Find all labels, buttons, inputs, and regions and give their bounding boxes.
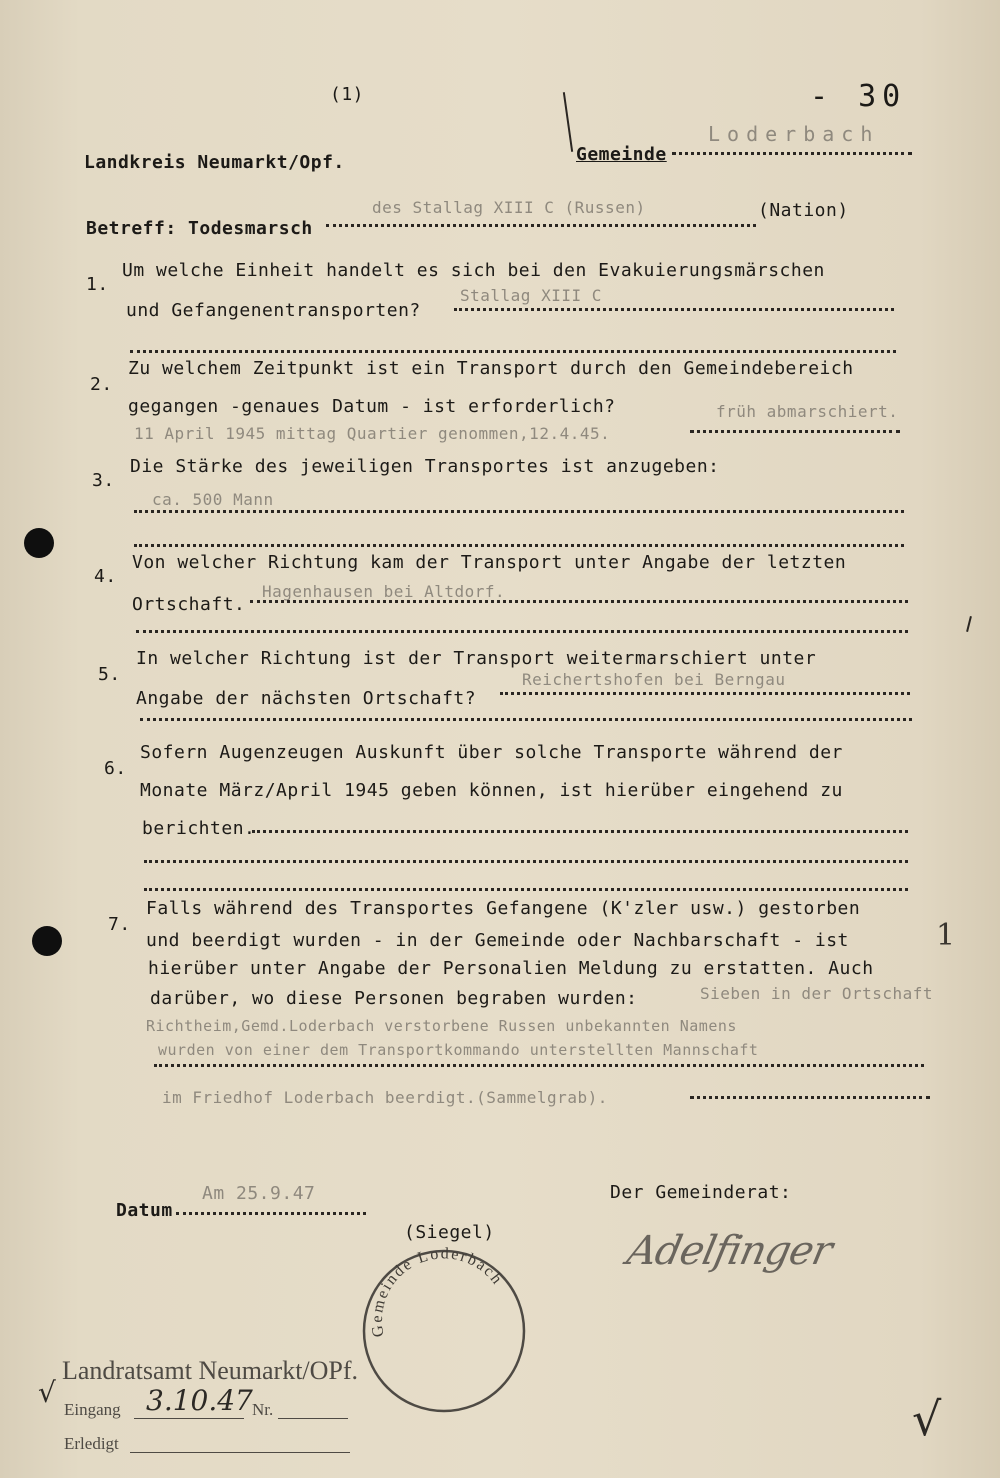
question-number: 5. (98, 664, 121, 685)
margin-stroke (563, 92, 573, 152)
question-number: 1. (86, 274, 109, 295)
date-dotted-line (176, 1212, 366, 1215)
answer-text: im Friedhof Loderbach beerdigt.(Sammelgrab). (162, 1088, 608, 1107)
question-number: 7. (108, 914, 131, 935)
question-number: 4. (94, 566, 117, 587)
answer-dotted-line (454, 308, 894, 311)
answer-text: ca. 500 Mann (152, 490, 274, 509)
check-mark: √ (912, 1392, 942, 1446)
question-line: Monate März/April 1945 geben können, ist hierüber eingehend zu (140, 780, 843, 801)
signature: Adelfinger (623, 1228, 836, 1274)
svg-text:Gemeinde Loderbach (369, 1245, 506, 1338)
answer-dotted-line (690, 1096, 930, 1099)
question-line: gegangen -genaues Datum - ist erforderlich? (128, 396, 616, 417)
subject-value: des Stallag XIII C (Russen) (372, 198, 646, 217)
answer-text: wurden von einer dem Transportkommando unterstellten Mannschaft (158, 1041, 759, 1059)
answer-dotted-line (252, 830, 908, 833)
answer-dotted-line (690, 430, 900, 433)
number-line (278, 1418, 348, 1419)
seal-label: (Siegel) (404, 1222, 495, 1243)
answer-dotted-line (140, 718, 912, 721)
question-line: Von welcher Richtung kam der Transport unter Angabe der letzten (132, 552, 847, 573)
question-line: und beerdigt wurden - in der Gemeinde oder Nachbarschaft - ist (146, 930, 849, 951)
municipality-value: Loderbach (708, 122, 880, 146)
answer-text: 11 April 1945 mittag Quartier genommen,12.4.45. (134, 424, 611, 443)
received-date: 3.10.47 (146, 1384, 253, 1417)
received-label: Eingang (64, 1400, 121, 1419)
question-line: darüber, wo diese Personen begraben wurden: (150, 988, 638, 1009)
question-line: In welcher Richtung ist der Transport weitermarschiert unter (136, 648, 817, 669)
answer-text: Hagenhausen bei Altdorf. (262, 582, 506, 601)
margin-mark: √ (38, 1376, 56, 1409)
subject-label: Betreff: Todesmarsch (86, 218, 313, 239)
answer-dotted-line (130, 350, 896, 353)
date-label: Datum (116, 1200, 173, 1221)
question-line: Angabe der nächsten Ortschaft? (136, 688, 477, 709)
question-line: Die Stärke des jeweiligen Transportes ist anzugeben: (130, 456, 720, 477)
answer-dotted-line (134, 544, 904, 547)
municipality-dotted-line (672, 152, 912, 155)
nation-label: (Nation) (758, 200, 849, 221)
answer-text: Sieben in der Ortschaft (700, 984, 934, 1003)
answer-dotted-line (144, 860, 908, 863)
number-label: Nr. (252, 1400, 274, 1419)
question-line: Ortschaft. (132, 594, 246, 615)
seal-text: Gemeinde Loderbach (368, 1245, 507, 1339)
answer-dotted-line (136, 630, 908, 633)
question-line: Sofern Augenzeugen Auskunft über solche Transporte während der (140, 742, 843, 763)
district-title: Landkreis Neumarkt/Opf. (84, 152, 345, 173)
question-number: 2. (90, 374, 113, 395)
office-stamp: Landratsamt Neumarkt/OPf. (62, 1356, 359, 1385)
done-line (130, 1452, 350, 1453)
subject-dotted-line (326, 224, 756, 227)
question-line: Zu welchem Zeitpunkt ist ein Transport durch den Gemeindebereich (128, 358, 854, 379)
question-line: Um welche Einheit handelt es sich bei den Evakuierungsmärschen (122, 260, 825, 281)
answer-text: früh abmarschiert. (716, 402, 899, 421)
question-number: 6. (104, 758, 127, 779)
answer-dotted-line (154, 1064, 924, 1067)
margin-mark: 1 (936, 918, 956, 953)
answer-dotted-line (250, 600, 908, 603)
answer-text: Richtheim,Gemd.Loderbach verstorbene Russen unbekannten Namens (146, 1017, 737, 1035)
answer-text: Reichertshofen bei Berngau (522, 670, 786, 689)
margin-stroke (966, 616, 972, 632)
question-number: 3. (92, 470, 115, 491)
answer-dotted-line (134, 510, 904, 513)
punch-hole-icon (32, 926, 62, 956)
municipal-seal (354, 1236, 534, 1426)
council-label: Der Gemeinderat: (610, 1182, 792, 1203)
question-line: hierüber unter Angabe der Personalien Meldung zu erstatten. Auch (148, 958, 874, 979)
date-value: Am 25.9.47 (202, 1183, 316, 1204)
answer-dotted-line (500, 692, 910, 695)
municipality-label: Gemeinde (576, 144, 667, 165)
answer-dotted-line (144, 888, 908, 891)
received-line (134, 1418, 244, 1419)
answer-text: Stallag XIII C (460, 286, 602, 305)
punch-hole-icon (24, 528, 54, 558)
question-line: berichten. (142, 818, 256, 839)
question-line: Falls während des Transportes Gefangene (K'zler usw.) gestorben (146, 898, 861, 919)
page-marker: (1) (330, 84, 365, 105)
done-label: Erledigt (64, 1434, 119, 1453)
page-number: - 30 (810, 79, 907, 114)
question-line: und Gefangenentransporten? (126, 300, 421, 321)
